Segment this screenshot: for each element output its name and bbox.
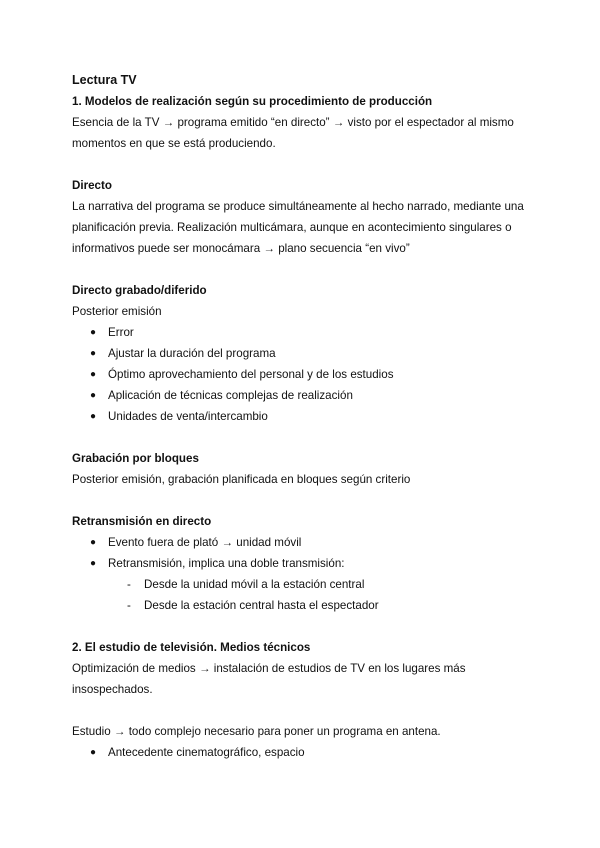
list-item: [72, 406, 542, 427]
sub-list-item: [72, 574, 542, 595]
list-item: [72, 343, 542, 364]
bullet-icon: ●: [90, 327, 97, 338]
spacer: [72, 259, 542, 280]
directo-heading: Directo: [72, 179, 112, 192]
list-item-text: Unidades de venta/intercambio: [108, 410, 268, 423]
list-item: [72, 553, 542, 574]
bloques-heading: Grabación por bloques: [72, 452, 199, 465]
spacer: [72, 154, 542, 175]
bullet-icon: ●: [90, 369, 97, 380]
list-item-text: Óptimo aprovechamiento del personal y de los estudios: [108, 368, 394, 381]
spacer: [72, 427, 542, 448]
bullet-icon: ●: [90, 747, 97, 758]
spacer: [72, 490, 542, 511]
list-item-text: Aplicación de técnicas complejas de realización: [108, 389, 353, 402]
bullet-icon: ●: [90, 348, 97, 359]
section2-intro-line-1: Optimización de medios → instalación de estudios de TV en los lugares más: [72, 662, 466, 675]
section2-intro-line-2: insospechados.: [72, 683, 153, 696]
list-item-text: Retransmisión, implica una doble transmisión:: [108, 557, 345, 570]
sub-list-item-text: Desde la estación central hasta el espectador: [144, 599, 379, 612]
directo-line-2: planificación previa. Realización multicámara, aunque en acontecimiento singulares o: [72, 221, 512, 234]
directo-line-1: La narrativa del programa se produce simultáneamente al hecho narrado, mediante una: [72, 200, 524, 213]
dash-icon: -: [127, 578, 131, 591]
list-item-text: Ajustar la duración del programa: [108, 347, 276, 360]
list-item: [72, 364, 542, 385]
estudio-text: Estudio → todo complejo necesario para poner un programa en antena.: [72, 725, 441, 738]
bullet-icon: ●: [90, 411, 97, 422]
list-item: [72, 742, 542, 763]
section1-intro-line-2: momentos en que se está produciendo.: [72, 137, 276, 150]
bloques-text: Posterior emisión, grabación planificada en bloques según criterio: [72, 473, 411, 486]
spacer: [72, 700, 542, 721]
section2-heading: 2. El estudio de televisión. Medios técnicos: [72, 641, 311, 654]
list-item: [72, 385, 542, 406]
list-item: [72, 532, 542, 553]
document-title: Lectura TV: [72, 73, 137, 87]
bullet-icon: ●: [90, 558, 97, 569]
bullet-icon: ●: [90, 390, 97, 401]
sub-list-item: [72, 595, 542, 616]
directo-line-3: informativos puede ser monocámara → plano secuencia “en vivo”: [72, 242, 410, 255]
spacer: [72, 616, 542, 637]
dash-icon: -: [127, 599, 131, 612]
list-item-text: Antecedente cinematográfico, espacio: [108, 746, 305, 759]
list-item-text: Evento fuera de plató → unidad móvil: [108, 536, 302, 549]
sub-list-item-text: Desde la unidad móvil a la estación central: [144, 578, 365, 591]
bullet-icon: ●: [90, 537, 97, 548]
retransmision-heading: Retransmisión en directo: [72, 515, 212, 528]
diferido-intro: Posterior emisión: [72, 305, 162, 318]
list-item: [72, 322, 542, 343]
document-page: [72, 70, 542, 763]
list-item-text: Error: [108, 326, 134, 339]
section1-intro-line-1: Esencia de la TV → programa emitido “en directo” → visto por el espectador al mismo: [72, 116, 514, 129]
diferido-heading: Directo grabado/diferido: [72, 284, 207, 297]
section1-heading: 1. Modelos de realización según su procedimiento de producción: [72, 95, 433, 108]
